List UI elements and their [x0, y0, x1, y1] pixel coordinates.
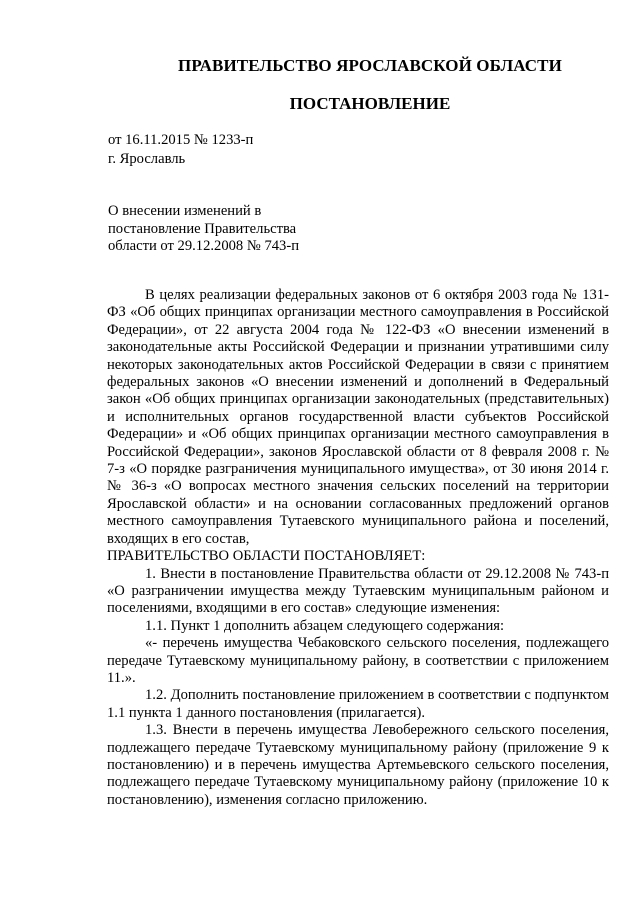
item-1-2: 1.2. Дополнить постановление приложением в соответствии с подпунктом 1.1 пункта 1 данного постановления (прилагается).: [107, 687, 609, 721]
item-1-1: 1.1. Пункт 1 дополнить абзацем следующего содержания:: [145, 617, 505, 634]
resolves-heading: ПРАВИТЕЛЬСТВО ОБЛАСТИ ПОСТАНОВЛЯЕТ:: [107, 548, 426, 565]
subject-line: области от 29.12.2008 № 743-п: [108, 238, 300, 254]
city: г. Ярославль: [108, 151, 186, 167]
item-1-3: 1.3. Внести в перечень имущества Левобережного сельского поселения, подлежащего передаче Тутаевскому муниципальному району (приложение 9 к постановлению) и в перечень имущества Артемьевского сельского поселения, подлежащего передаче Тутаевскому муниципальному району (приложение 10 к постановлению), изменения согласно приложению.: [107, 722, 609, 808]
document-body: [107, 287, 609, 809]
subject-block: [108, 203, 299, 256]
date-number: от 16.11.2015 № 1233-п: [108, 132, 254, 148]
document-type-title: ПОСТАНОВЛЕНИЕ: [289, 94, 451, 113]
organization-title: ПРАВИТЕЛЬСТВО ЯРОСЛАВСКОЙ ОБЛАСТИ: [178, 56, 562, 75]
preamble-paragraph: В целях реализации федеральных законов от 6 октября 2003 года № 131-ФЗ «Об общих принципах организации местного самоуправления в Российской Федерации», от 22 августа 2004 года № 122-ФЗ «О внесении изменений в законодательные акты Российской Федерации и признании утратившими силу некоторых законодательных актов Российской Федерации в связи с принятием федеральных законов «О внесении изменений и дополнений в Федеральный закон «Об общих принципах организации законодательных (представительных) и исполнительных органов государственной власти субъектов Российской Федерации» и «Об общих принципах организации местного самоуправления в Российской Федерации», законов Ярославской области от 8 февраля 2008 г. № 7-з «О порядке разграничения муниципального имущества», от 30 июня 2014 г. № 36-з «О вопросах местного значения сельских поселений на территории Ярославской области» и на основании согласованных предложений органов местного самоуправления Тутаевского муниципального района и поселений, входящих в его состав,: [107, 287, 609, 547]
subject-line: О внесении изменений в: [108, 203, 262, 219]
item-1-1-quote: «- перечень имущества Чебаковского сельского поселения, подлежащего передаче Тутаевскому муниципальному району, в соответствии с приложением 11.».: [107, 635, 609, 686]
item-1: 1. Внести в постановление Правительства области от 29.12.2008 № 743-п «О разграничении имущества между Тутаевским муниципальным районом и поселениями, входящими в его состав» следующие изменения:: [107, 565, 609, 617]
subject-line: постановление Правительства: [108, 220, 297, 237]
